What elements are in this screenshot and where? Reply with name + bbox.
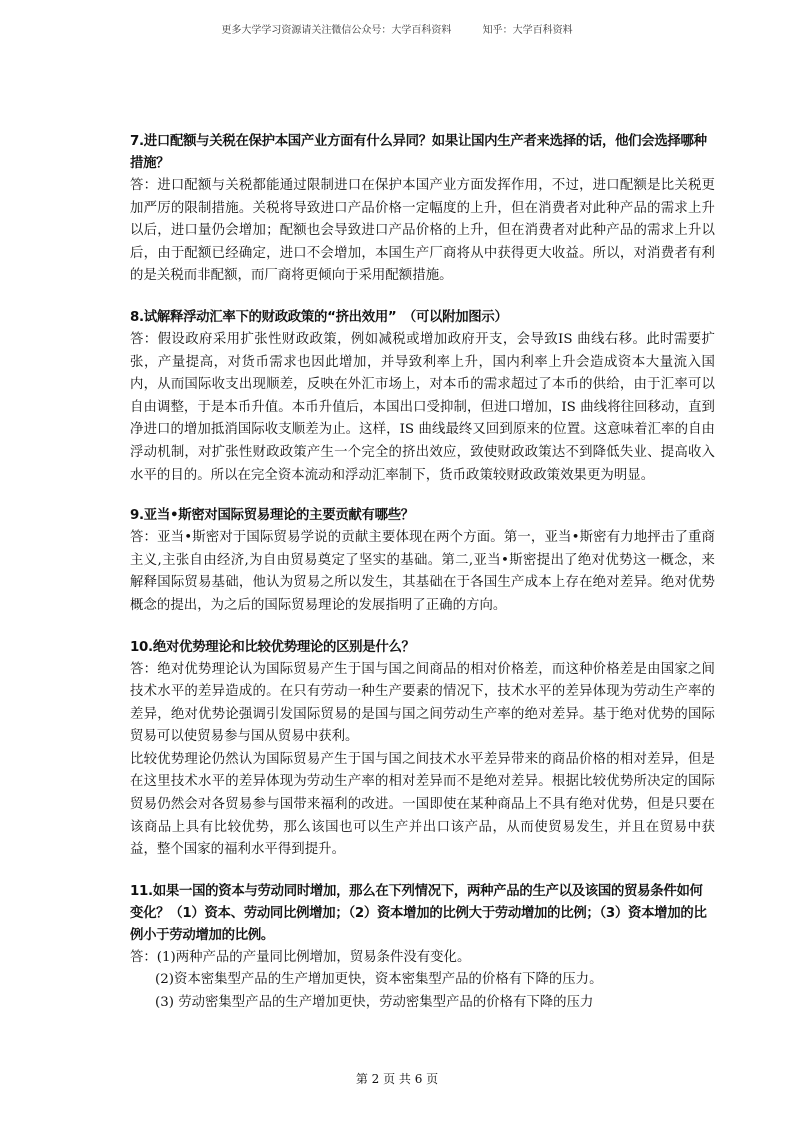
question-heading: 9.亚当•斯密对国际贸易理论的主要贡献有哪些？ <box>130 508 414 524</box>
question-section-7 <box>130 131 715 288</box>
page-number: 第 2 页 共 6 页 <box>355 1072 439 1086</box>
question-heading: 10.绝对优势理论和比较优势理论的区别是什么？ <box>130 639 415 655</box>
answer-item: (3) 劳动密集型产品的生产增加更快，劳动密集型产品的价格有下降的压力 <box>155 995 594 1011</box>
question-heading: 8.试解释浮动汇率下的财政政策的“挤出效用” （可以附加图示） <box>130 309 508 325</box>
answer-paragraph: 答：进口配额与关税都能通过限制进口在保护本国产业方面发挥作用，不过，进口配额是比关税更加严厉的限制措施。关税将导致进口产品价格一定幅度的上升，但在消费者对此种产品的需求上升以后，进口量仍会增加；配额也会导致进口产品价格的上升，但在消费者对此种产品的需求上升以后，由于配额已经确定，进口不会增加，本国生产厂商将从中获得更大收益。所以，对消费者有利的是关税而非配额，而厂商将更倾向于采用配额措施。 <box>130 178 715 284</box>
question-heading: 7.进口配额与关税在保护本国产业方面有什么异同？如果让国内生产者来选择的话，他们会选择哪种措施？ <box>130 134 707 171</box>
answer-item: (2)资本密集型产品的生产增加更快，资本密集型产品的价格有下降的压力。 <box>155 972 603 988</box>
header-wechat-note: 更多大学学习资源请关注微信公众号：大学百科资料 <box>221 25 452 36</box>
question-section-10 <box>130 637 715 862</box>
answer-list <box>130 947 715 1015</box>
question-section-9 <box>130 505 715 617</box>
answer-item: 答：(1)两种产品的产量同比例增加，贸易条件没有变化。 <box>130 949 471 965</box>
header-zhihu-note: 知乎：大学百科资料 <box>482 25 573 36</box>
question-section-8 <box>130 307 715 487</box>
question-section-11 <box>130 881 715 1015</box>
answer-paragraph: 答：绝对优势理论认为国际贸易产生于国与国之间商品的相对价格差，而这种价格差是由国家之间技术水平的差异造成的。在只有劳动一种生产要素的情况下，技术水平的差异体现为劳动生产率的差异，绝对优势论强调引发国际贸易的是国与国之间劳动生产率的绝对差异。基于绝对优势的国际贸易可以使贸易参与国从贸易中获利。 <box>130 661 715 745</box>
page-header <box>0 21 794 36</box>
question-heading: 11.如果一国的资本与劳动同时增加，那么在下列情况下，两种产品的生产以及该国的贸易条件如何变化？（1）资本、劳动同比例增加；（2）资本增加的比例大于劳动增加的比例；（3）资本增加的比例小于劳动增加的比例。 <box>130 883 707 943</box>
answer-paragraph: 答：假设政府采用扩张性财政政策，例如减税或增加政府开支，会导致IS 曲线右移。此时需要扩张，产量提高，对货币需求也因此增加，并导致利率上升，国内利率上升会造成资本大量流入国内，从而国际收支出现顺差，反映在外汇市场上，对本币的需求超过了本币的供给，由于汇率可以自由调整，于是本币升值。本币升值后，本国出口受抑制，但进口增加，IS 曲线将往回移动，直到净进口的增加抵消国际收支顺差为止。这样，IS 曲线最终又回到原来的位置。这意味着汇率的自由浮动机制，对扩张性财政政策产生一个完全的挤出效应，致使财政政策达不到降低失业、提高收入水平的目的。所以在完全资本流动和浮动汇率制下，货币政策较财政政策效果更为明显。 <box>130 331 715 483</box>
answer-paragraph: 答：亚当•斯密对于国际贸易学说的贡献主要体现在两个方面。第一，亚当•斯密有力地抨击了重商主义,主张自由经济,为自由贸易奠定了坚实的基础。第二,亚当•斯密提出了绝对优势这一概念，来解释国际贸易基础，他认为贸易之所以发生，其基础在于各国生产成本上存在绝对差异。绝对优势概念的提出，为之后的国际贸易理论的发展指明了正确的方向。 <box>130 530 715 613</box>
document-body <box>130 131 715 1034</box>
answer-paragraph: 比较优势理论仍然认为国际贸易产生于国与国之间技术水平差异带来的商品价格的相对差异，但是在这里技术水平的差异体现为劳动生产率的相对差异而不是绝对差异。根据比较优势所决定的国际贸易仍然会对各贸易参与国带来福利的改进。一国即使在某种商品上不具有绝对优势，但是只要在该商品上具有比较优势，那么该国也可以生产并出口该产品，从而使贸易发生，并且在贸易中获益，整个国家的福利水平得到提升。 <box>130 751 715 858</box>
